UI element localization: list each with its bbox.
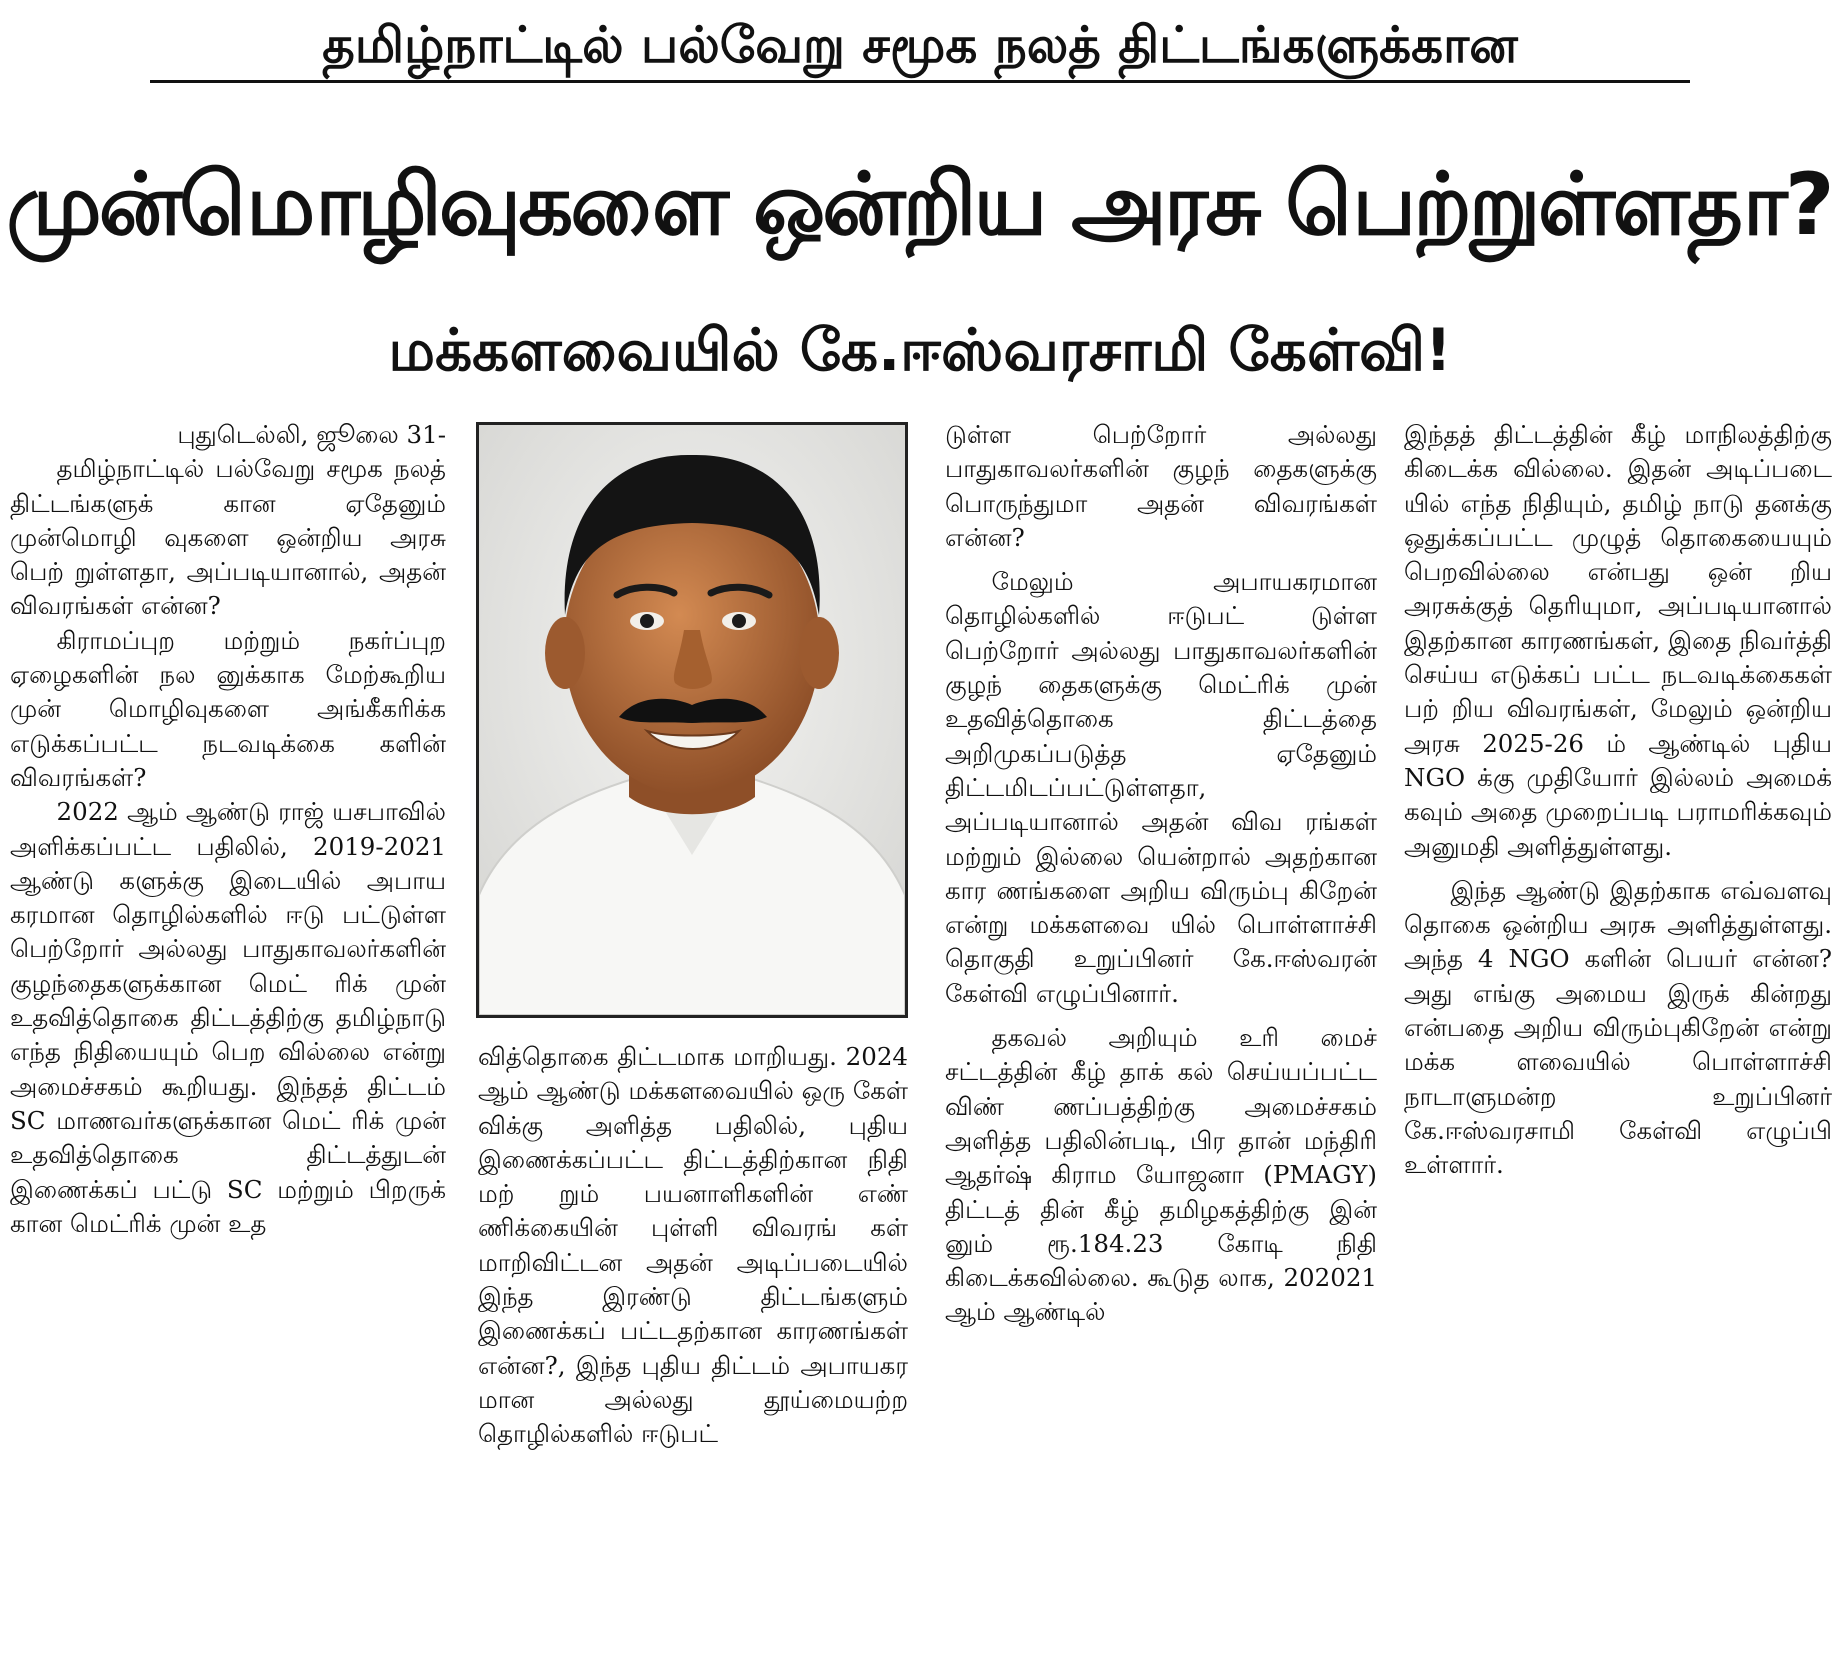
paragraph: வித்தொகை திட்டமாக மாறியது. 2024 ஆம் ஆண்டு மக்களவையில் ஒரு கேள் விக்கு அளித்த பதிலில், புதிய இணைக்கப்பட்ட திட்டத்திற்கான நிதி மற் றும் பயனாளிகளின் எண் ணிக்கையின் புள்ளி விவரங் கள் மாறிவிட்டன அதன் அடிப்படையில் இந்த இரண்டு திட்டங்களும் இணைக்கப் பட்டதற்கான காரணங்கள் என்ன?, இந்த புதிய திட்டம் அபாயகர மான அல்லது தூய்மையற்ற தொழில்களில் ஈடுபட் bbox=[478, 1042, 908, 1449]
portrait-illustration bbox=[479, 425, 905, 1015]
paragraph: 2022 ஆம் ஆண்டு ராஜ் யசபாவில் அளிக்கப்பட்ட பதிலில், 2019-2021 ஆண்டு களுக்கு இடையில் அபாய கரமான தொழில்களில் ஈடு பட்டுள்ள பெற்றோர் அல்லது பாதுகாவலர்களின் குழந்தைகளுக்கான மெட் ரிக் முன் உதவித்தொகை திட்டத்திற்கு தமிழ்நாடு எந்த நிதியையும் பெற வில்லை என்று அமைச்சகம் கூறியது. இந்தத் திட்டம் SC மாணவர்களுக்கான மெட் ரிக் முன் உதவித்தொகை திட்டத்துடன் இணைக்கப் பட்டு SC மற்றும் பிறருக் கான மெட்ரிக் முன் உத bbox=[10, 797, 446, 1238]
article-column-1 bbox=[10, 418, 446, 1676]
paragraph: மேலும் அபாயகரமான தொழில்களில் ஈடுபட் டுள்ள பெற்றோர் அல்லது பாதுகாவலர்களின் குழந் தைகளுக்கு மெட்ரிக் முன் உதவித்தொகை திட்டத்தை அறிமுகப்படுத்த ஏதேனும் திட்டமிடப்பட்டுள்ளதா, அப்படியானால் அதன் விவ ரங்கள் மற்றும் இல்லை யென்றால் அதற்கான கார ணங்களை அறிய விரும்பு கிறேன் என்று மக்களவை யில் பொள்ளாச்சி தொகுதி உறுப்பினர் கே.ஈஸ்வரன் கேள்வி எழுப்பினார். bbox=[945, 567, 1377, 1008]
article-column-2 bbox=[478, 1040, 908, 1676]
sub-headline: மக்களவையில் கே.ஈஸ்வரசாமி கேள்வி! bbox=[388, 316, 1452, 384]
kicker-headline: தமிழ்நாட்டில் பல்வேறு சமூக நலத் திட்டங்களுக்கான bbox=[150, 14, 1690, 83]
article-column-4 bbox=[1404, 418, 1832, 1676]
paragraph: இந்த ஆண்டு இதற்காக எவ்வளவு தொகை ஒன்றிய அரசு அளித்துள்ளது. அந்த 4 NGO களின் பெயர் என்ன? அது எங்கு அமைய இருக் கின்றது என்பதை அறிய விரும்புகிறேன் என்று மக்க ளவையில் பொள்ளாச்சி நாடாளுமன்ற உறுப்பினர் கே.ஈஸ்வரசாமி கேள்வி எழுப்பி உள்ளார். bbox=[1404, 875, 1832, 1180]
portrait-photo bbox=[476, 422, 908, 1018]
paragraph: இந்தத் திட்டத்தின் கீழ் மாநிலத்திற்கு கிடைக்க வில்லை. இதன் அடிப்படை யில் எந்த நிதியும், தமிழ் நாடு தனக்கு ஒதுக்கப்பட்ட முழுத் தொகையையும் பெறவில்லை என்பது ஒன் றிய அரசுக்குத் தெரியுமா, அப்படியானால் இதற்கான காரணங்கள், இதை நிவர்த்தி செய்ய எடுக்கப் பட்ட நடவடிக்கைகள் பற் றிய விவரங்கள், மேலும் ஒன்றிய அரசு 2025-26 ம் ஆண்டில் புதிய NGO க்கு முதியோர் இல்லம் அமைக் கவும் அதை முறைப்படி பராமரிக்கவும் அனுமதி அளித்துள்ளது. bbox=[1404, 420, 1832, 861]
paragraph: டுள்ள பெற்றோர் அல்லது பாதுகாவலர்களின் குழந் தைகளுக்கு பொருந்துமா அதன் விவரங்கள் என்ன? bbox=[945, 420, 1377, 552]
main-headline: முன்மொழிவுகளை ஒன்றிய அரசு பெற்றுள்ளதா? bbox=[6, 155, 1832, 255]
dateline: புதுடெல்லி, ஜூலை 31- bbox=[177, 420, 446, 449]
paragraph: தகவல் அறியும் உரி மைச் சட்டத்தின் கீழ் தாக் கல் செய்யப்பட்ட விண் ணப்பத்திற்கு அமைச்சகம் அளித்த பதிலின்படி, பிர தான் மந்திரி ஆதர்ஷ் கிராம யோஜனா (PMAGY) திட்டத் தின் கீழ் தமிழகத்திற்கு இன் னும் ரூ.184.23 கோடி நிதி கிடைக்கவில்லை. கூடுத லாக, 202021 ஆம் ஆண்டில் bbox=[945, 1023, 1377, 1327]
paragraph: தமிழ்நாட்டில் பல்வேறு சமூக நலத் திட்டங்களுக் கான ஏதேனும் முன்மொழி வுகளை ஒன்றிய அரசு பெற் றுள்ளதா, அப்படியானால், அதன் விவரங்கள் என்ன? bbox=[10, 454, 446, 621]
paragraph: கிராமப்புற மற்றும் நகர்ப்புற ஏழைகளின் நல னுக்காக மேற்கூறிய முன் மொழிவுகளை அங்கீகரிக்க எடுக்கப்பட்ட நடவடிக்கை களின் விவரங்கள்? bbox=[10, 625, 446, 792]
article-column-3 bbox=[945, 418, 1377, 1676]
